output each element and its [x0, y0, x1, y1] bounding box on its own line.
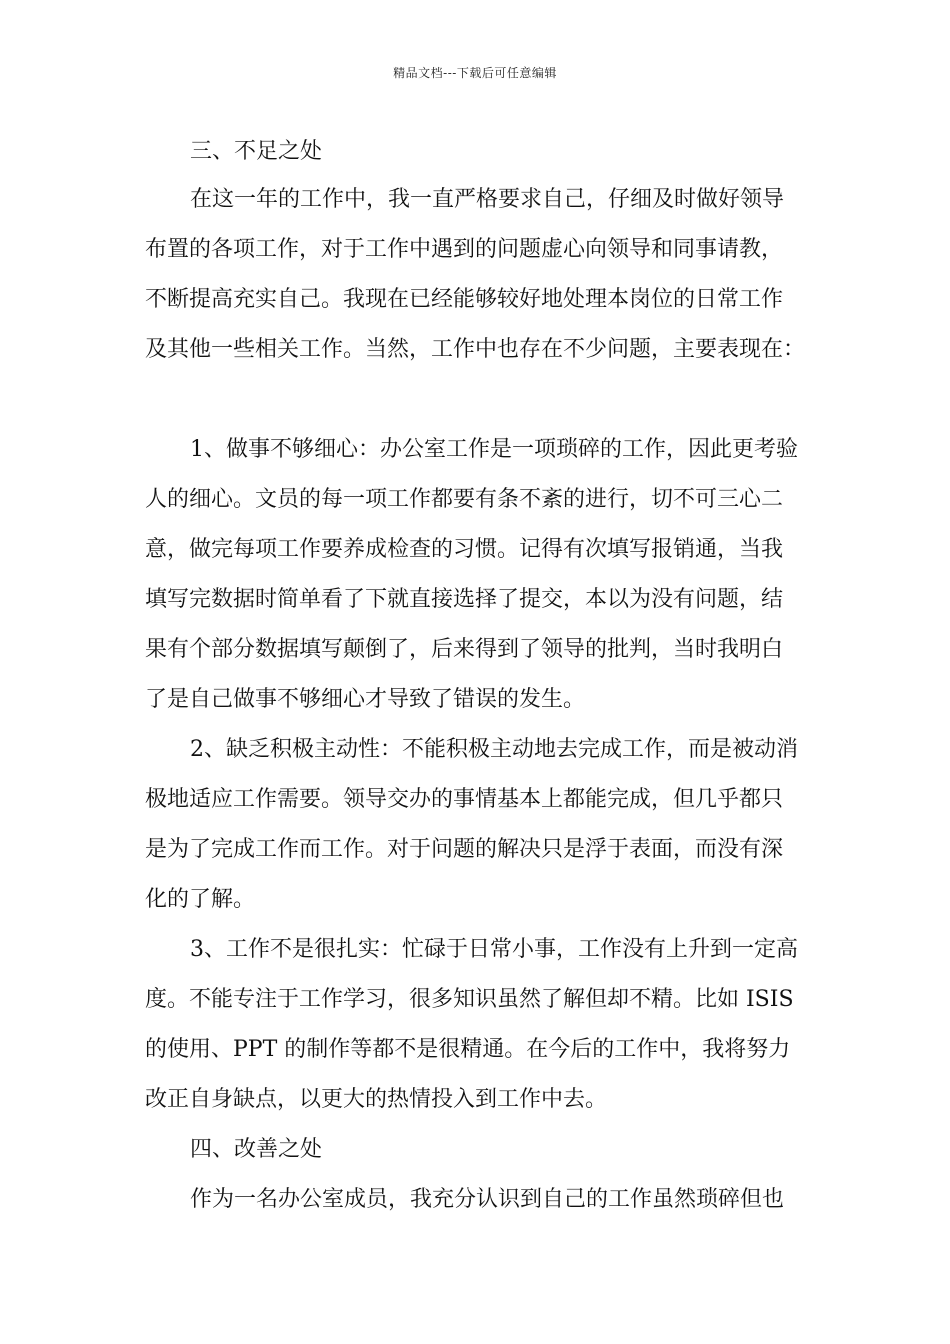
paragraph-line: 不断提高充实自己。我现在已经能够较好地处理本岗位的日常工作 — [145, 287, 784, 312]
paragraph-line: 是为了完成工作而工作。对于问题的解决只是浮于表面，而没有深 — [145, 837, 784, 862]
paragraph-line: 改正自身缺点，以更大的热情投入到工作中去。 — [145, 1087, 608, 1112]
section-heading-shortcomings: 三、不足之处 — [190, 139, 323, 164]
paragraph-line: 3、工作不是很扎实：忙碌于日常小事，工作没有上升到一定高 — [190, 937, 798, 962]
paragraph-line: 化的了解。 — [145, 887, 256, 912]
paragraph-line: 填写完数据时简单看了下就直接选择了提交，本以为没有问题，结 — [145, 587, 784, 612]
section-heading-improvements: 四、改善之处 — [190, 1137, 323, 1162]
paragraph-line: 度。不能专注于工作学习，很多知识虽然了解但却不精。比如 ISIS — [145, 987, 794, 1012]
paragraph-line: 的使用、PPT 的制作等都不是很精通。在今后的工作中，我将努力 — [145, 1037, 791, 1062]
paragraph-line: 作为一名办公室成员，我充分认识到自己的工作虽然琐碎但也 — [190, 1187, 785, 1212]
paragraph-line: 2、缺乏积极主动性：不能积极主动地去完成工作，而是被动消 — [190, 737, 798, 762]
paragraph-line: 极地适应工作需要。领导交办的事情基本上都能完成，但几乎都只 — [145, 787, 784, 812]
paragraph-line: 在这一年的工作中，我一直严格要求自己，仔细及时做好领导 — [190, 187, 785, 212]
page-header: 精品文档---下载后可任意编辑 — [393, 66, 557, 80]
paragraph-line: 意，做完每项工作要养成检查的习惯。记得有次填写报销通，当我 — [145, 537, 784, 562]
paragraph-line: 人的细心。文员的每一项工作都要有条不紊的进行，切不可三心二 — [145, 487, 784, 512]
paragraph-line: 1、做事不够细心：办公室工作是一项琐碎的工作，因此更考验 — [190, 437, 798, 462]
paragraph-line: 布置的各项工作，对于工作中遇到的问题虚心向领导和同事请教， — [145, 237, 784, 262]
paragraph-line: 了是自己做事不够细心才导致了错误的发生。 — [145, 687, 586, 712]
paragraph-line: 果有个部分数据填写颠倒了，后来得到了领导的批判，当时我明白 — [145, 637, 784, 662]
paragraph-line: 及其他一些相关工作。当然，工作中也存在不少问题，主要表现在： — [145, 337, 806, 362]
